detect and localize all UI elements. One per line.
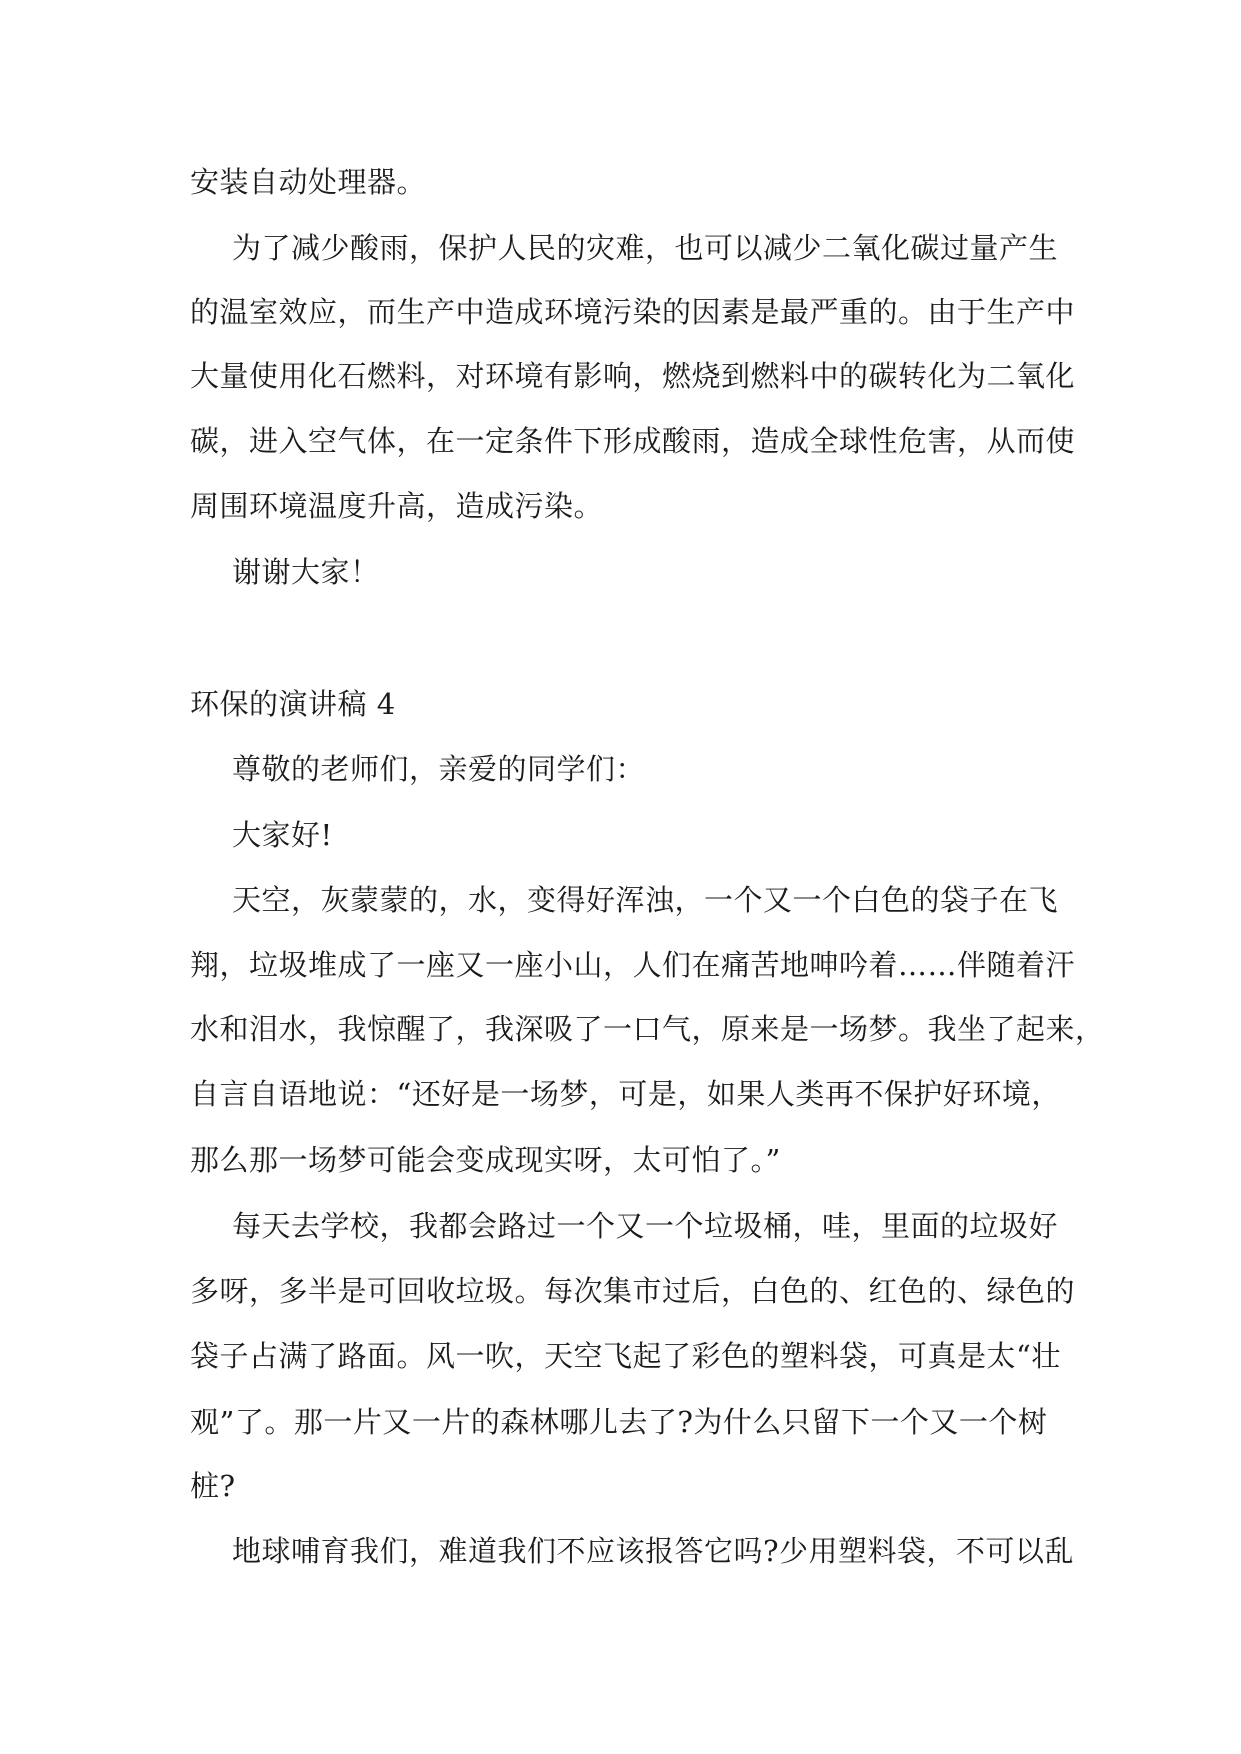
greeting-line: 大家好! <box>232 818 333 852</box>
text-line: 桩? <box>190 1469 236 1503</box>
paragraph-start-line: 天空，灰蒙蒙的，水，变得好浑浊，一个又一个白色的袋子在飞 <box>232 883 1059 917</box>
text-line: 的温室效应，而生产中造成环境污染的因素是最严重的。由于生产中 <box>190 295 1076 329</box>
text-line: 翔，垃圾堆成了一座又一座小山，人们在痛苦地呻吟着……伴随着汗 <box>190 948 1076 982</box>
text-line: 碳，进入空气体，在一定条件下形成酸雨，造成全球性危害，从而使 <box>190 424 1076 458</box>
text-line: 袋子占满了路面。风一吹，天空飞起了彩色的塑料袋，可真是太“壮 <box>190 1339 1061 1373</box>
closing-line: 谢谢大家！ <box>232 555 380 589</box>
text-line: 安装自动处理器。 <box>190 165 427 199</box>
text-line: 自言自语地说：“还好是一场梦，可是，如果人类再不保护好环境， <box>190 1077 1061 1111</box>
text-line: 周围环境温度升高，造成污染。 <box>190 489 604 523</box>
text-line: 那么那一场梦可能会变成现实呀，太可怕了。” <box>190 1143 781 1177</box>
salutation-line: 尊敬的老师们，亲爱的同学们： <box>232 752 646 786</box>
paragraph-start-line: 每天去学校，我都会路过一个又一个垃圾桶，哇，里面的垃圾好 <box>232 1209 1059 1243</box>
text-line: 多呀，多半是可回收垃圾。每次集市过后，白色的、红色的、绿色的 <box>190 1274 1076 1308</box>
text-line: 大量使用化石燃料，对环境有影响，燃烧到燃料中的碳转化为二氧化 <box>190 359 1076 393</box>
paragraph-start-line: 地球哺育我们，难道我们不应该报答它吗?少用塑料袋，不可以乱 <box>232 1534 1075 1568</box>
text-line: 观”了。那一片又一片的森林哪儿去了?为什么只留下一个又一个树 <box>190 1405 1048 1439</box>
paragraph-start-line: 为了减少酸雨，保护人民的灾难，也可以减少二氧化碳过量产生 <box>232 231 1059 265</box>
text-line: 水和泪水，我惊醒了，我深吸了一口气，原来是一场梦。我坐了起来， <box>190 1012 1105 1046</box>
section-heading: 环保的演讲稿 4 <box>190 687 396 721</box>
